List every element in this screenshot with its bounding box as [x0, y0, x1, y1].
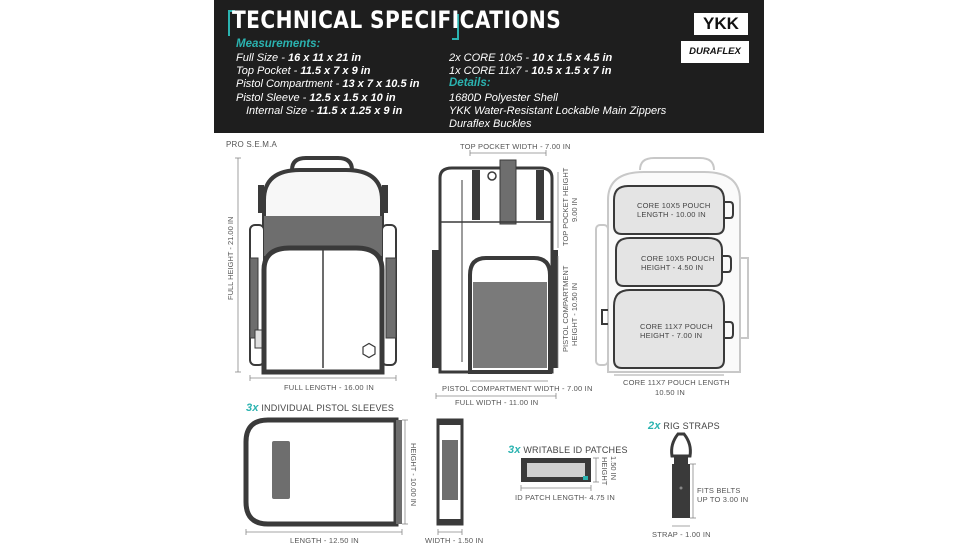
core10x5-height-label-1: CORE 10X5 POUCH: [641, 254, 715, 263]
core10x5-length-label-1: CORE 10X5 POUCH: [637, 201, 711, 210]
full-length-label: FULL LENGTH - 16.00 IN: [284, 383, 374, 392]
spec-pistol-sleeve: Pistol Sleeve - 12.5 x 1.5 x 10 in: [236, 92, 396, 104]
spec-full-size: Full Size - 16 x 11 x 21 in: [236, 52, 362, 64]
straps-section-title: 2x RIG STRAPS: [648, 420, 720, 432]
id-height-label-2: 1.50 IN: [609, 456, 618, 481]
sleeve-length-label: LENGTH - 12.50 IN: [290, 536, 359, 545]
spec-top-pocket: Top Pocket - 11.5 x 7 x 9 in: [236, 65, 371, 77]
top-pocket-height-label-2: 9.00 IN: [570, 197, 579, 222]
ykk-logo: YKK: [694, 13, 748, 35]
pistol-compartment-height-label-1: PISTOL COMPARTMENT: [561, 265, 570, 352]
top-pocket-width-label: TOP POCKET WIDTH - 7.00 IN: [460, 142, 571, 151]
core11x7-height-label-1: CORE 11X7 POUCH: [640, 322, 713, 331]
full-width-label: FULL WIDTH - 11.00 IN: [455, 398, 539, 407]
sleeve-width-label: WIDTH - 1.50 IN: [425, 536, 484, 545]
spec-pistol-compartment: Pistol Compartment - 13 x 7 x 10.5 in: [236, 78, 420, 90]
duraflex-logo: DURAFLEX: [681, 41, 749, 63]
patches-section-title: 3x WRITABLE ID PATCHES: [508, 444, 628, 456]
core11x7-height-label-2: HEIGHT - 7.00 IN: [640, 331, 703, 340]
sleeve-height-label: HEIGHT - 10.00 IN: [409, 443, 418, 507]
fits-belts-label-2: UP TO 3.00 IN: [697, 495, 749, 504]
core10x5-length-label-2: LENGTH - 10.00 IN: [637, 210, 706, 219]
full-height-label: FULL HEIGHT - 21.00 IN: [226, 216, 235, 300]
sleeves-section-title: 3x INDIVIDUAL PISTOL SLEEVES: [246, 402, 395, 414]
core11x7-length-label-2: 10.50 IN: [655, 388, 685, 397]
core11x7-length-label-1: CORE 11X7 POUCH LENGTH: [623, 378, 730, 387]
id-length-label: ID PATCH LENGTH- 4.75 IN: [515, 493, 615, 502]
pistol-compartment-width-label: PISTOL COMPARTMENT WIDTH - 7.00 IN: [442, 384, 593, 393]
top-pocket-height-label-1: TOP POCKET HEIGHT: [561, 167, 570, 246]
fits-belts-label-1: FITS BELTS: [697, 486, 741, 495]
spec-internal-size: Internal Size - 11.5 x 1.25 x 9 in: [246, 105, 403, 117]
id-height-label-1: HEIGHT: [600, 457, 609, 486]
core10x5-height-label-2: HEIGHT - 4.50 IN: [641, 263, 704, 272]
spec-core-10x5: 2x CORE 10x5 - 10 x 1.5 x 4.5 in: [449, 52, 613, 64]
detail-zippers: YKK Water-Resistant Lockable Main Zippers: [449, 105, 667, 117]
details-heading: Details:: [449, 77, 491, 89]
detail-shell: 1680D Polyester Shell: [449, 92, 558, 104]
detail-buckles: Duraflex Buckles: [449, 118, 532, 130]
page-title: TECHNICAL SPECIFICATIONS: [232, 6, 562, 34]
product-name: PRO S.E.M.A: [226, 140, 278, 149]
spec-core-11x7: 1x CORE 11x7 - 10.5 x 1.5 x 7 in: [449, 65, 612, 77]
strap-width-label: STRAP - 1.00 IN: [652, 530, 711, 539]
pistol-compartment-height-label-2: HEIGHT - 10.50 IN: [570, 282, 579, 346]
measurements-heading: Measurements:: [236, 38, 321, 50]
